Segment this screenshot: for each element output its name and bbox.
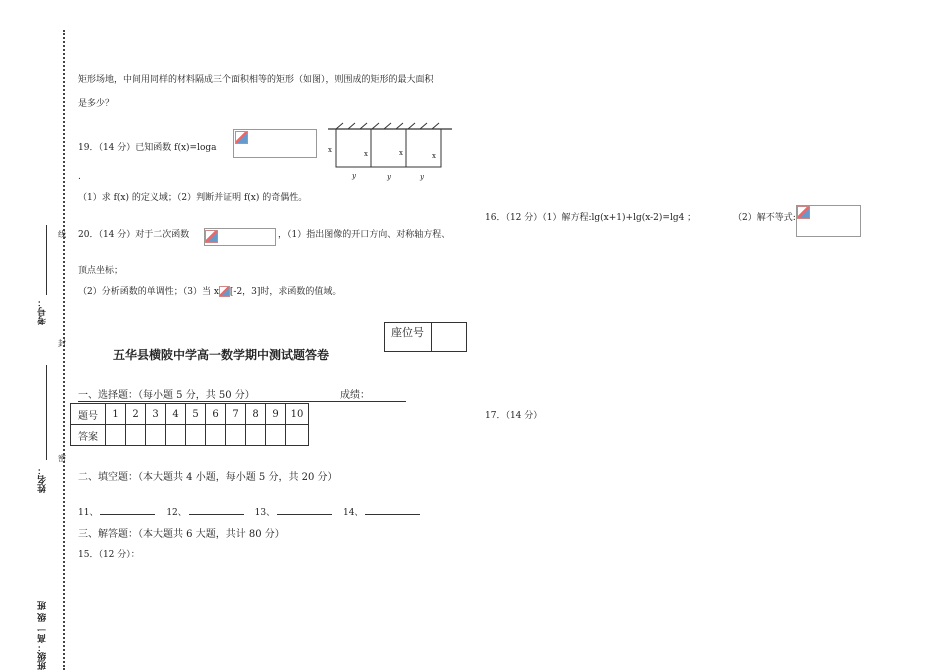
table-row <box>71 425 309 446</box>
blank-14[interactable] <box>365 514 420 515</box>
formula-image-19 <box>233 129 317 158</box>
problem20-line3b: [-2，3]时，求函数的值域。 <box>229 287 342 297</box>
seat-number-box <box>384 322 467 352</box>
answer-cell[interactable] <box>286 425 309 446</box>
margin-exam-no-line <box>46 225 47 295</box>
table-head-number: 题号 <box>71 404 106 425</box>
answer-cell[interactable] <box>146 425 166 446</box>
margin-exam-no: 考号： <box>38 298 48 325</box>
table-cell: 5 <box>186 404 206 425</box>
problem20-label: 20．（14 分）对于二次函数 <box>78 230 190 240</box>
problem19-dot: . <box>78 172 81 182</box>
figure-y-label-3: y <box>420 173 424 181</box>
blank-11[interactable] <box>100 514 155 515</box>
table-cell: 2 <box>126 404 146 425</box>
table-cell: 9 <box>266 404 286 425</box>
answer-cell[interactable] <box>226 425 246 446</box>
table-cell: 3 <box>146 404 166 425</box>
blank-13[interactable] <box>277 514 332 515</box>
formula-image-20 <box>204 228 276 246</box>
table-head-answer: 答案 <box>71 425 106 446</box>
problem19-label <box>78 140 217 153</box>
margin-seal-line: 线 <box>58 230 66 239</box>
broken-image-icon <box>205 230 218 243</box>
broken-image-icon <box>235 131 248 144</box>
section1-header <box>78 386 406 402</box>
blank-label-11: 11、 <box>78 508 99 518</box>
margin-class: 班级：高一 级 班 <box>38 600 48 670</box>
fence-figure <box>322 120 462 185</box>
answer-cell[interactable] <box>186 425 206 446</box>
problem16-part2: （2）解不等式: <box>733 213 796 223</box>
problem16-label: 16．（12 分）（1）解方程:lg(x+1)+lg(x-2)=lg4 ； <box>485 213 697 223</box>
section3-label: 三、解答题：（本大题共 6 大题，共计 80 分） <box>78 529 285 540</box>
broken-image-icon <box>219 286 230 297</box>
table-cell: 8 <box>246 404 266 425</box>
figure-y-label-1: y <box>352 172 356 180</box>
problem17: 17．（14 分） <box>485 411 543 421</box>
margin-seal-secret: 密 <box>58 454 66 463</box>
seat-number-field[interactable] <box>432 323 466 351</box>
blank-label-14: 14、 <box>342 508 364 518</box>
seat-number-label: 座位号 <box>385 323 432 351</box>
problem19-text: 19．（14 分）已知函数 f(x)=loga <box>78 143 217 153</box>
margin-seal-seal: 封 <box>58 339 66 348</box>
table-cell: 4 <box>166 404 186 425</box>
table-cell: 7 <box>226 404 246 425</box>
answer-cell[interactable] <box>106 425 126 446</box>
table-cell: 10 <box>286 404 309 425</box>
answer-cell[interactable] <box>266 425 286 446</box>
problem20-line3 <box>78 284 341 297</box>
blank-label-12: 12、 <box>166 508 187 518</box>
problem19-sub: （1）求 f(x) 的定义域；（2）判断并证明 f(x) 的奇偶性。 <box>78 193 308 203</box>
blank-12[interactable] <box>189 514 244 515</box>
figure-y-label-2: y <box>387 173 391 181</box>
figure-x-label-2: x <box>364 150 368 158</box>
section2-label: 二、填空题：（本大题共 4 小题，每小题 5 分，共 20 分） <box>78 472 338 483</box>
answer-cell[interactable] <box>246 425 266 446</box>
margin-name: 姓名： <box>38 466 48 493</box>
problem18-line1: 矩形场地，中间用同样的材料隔成三个面积相等的矩形（如图），则围成的矩形的最大面积 <box>78 75 434 85</box>
answer-cell[interactable] <box>126 425 146 446</box>
figure-x-label-1: x <box>328 146 332 154</box>
blank-label-13: 13、 <box>254 508 276 518</box>
formula-image-16 <box>796 205 861 237</box>
answer-cell[interactable] <box>206 425 226 446</box>
margin-name-line <box>46 365 47 460</box>
broken-image-icon <box>797 206 810 219</box>
fill-blanks-row <box>78 505 420 518</box>
score-label: 成绩： <box>340 390 370 401</box>
problem20-after: ，（1）指出图像的开口方向、对称轴方程、 <box>278 230 451 240</box>
binding-line <box>63 30 65 670</box>
answer-table <box>70 403 309 446</box>
problem20-line3a: （2）分析函数的单调性；（3）当 x <box>78 287 219 297</box>
table-row <box>71 404 309 425</box>
table-cell: 6 <box>206 404 226 425</box>
section1-label: 一、选择题：（每小题 5 分，共 50 分） <box>78 390 255 401</box>
figure-x-label-4: x <box>432 152 436 160</box>
figure-x-label-3: x <box>399 149 403 157</box>
problem18-line2: 是多少？ <box>78 99 115 109</box>
answer-cell[interactable] <box>166 425 186 446</box>
table-cell: 1 <box>106 404 126 425</box>
problem15: 15．（12 分）： <box>78 550 140 560</box>
answer-sheet-title: 五华县横陂中学高一数学期中测试题答卷 <box>113 348 330 362</box>
problem20-line2: 顶点坐标； <box>78 266 124 276</box>
